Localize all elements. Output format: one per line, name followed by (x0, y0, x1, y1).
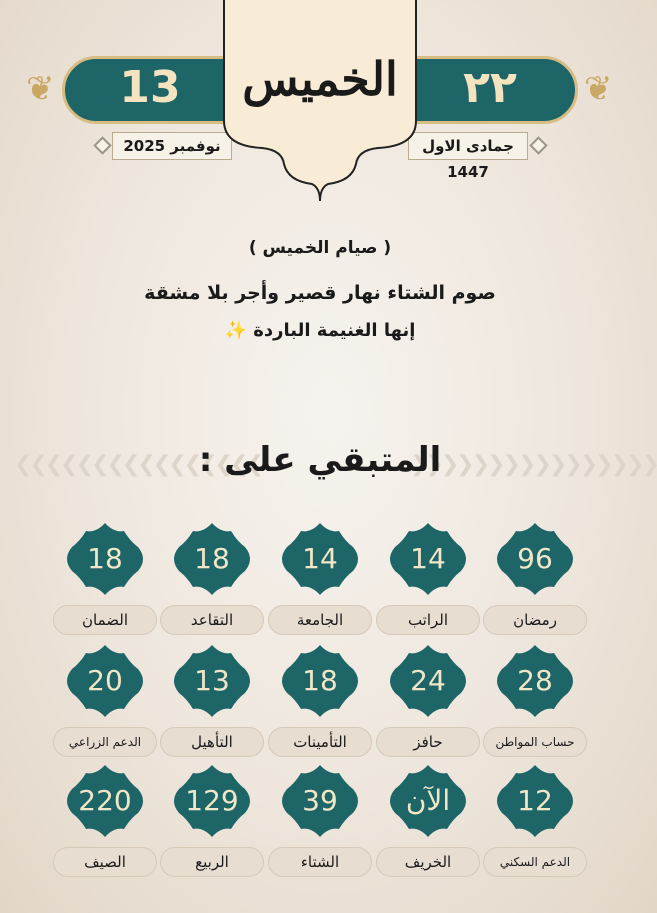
section-title: المتبقي على : (198, 440, 442, 480)
countdown-badge (169, 521, 255, 597)
countdown-badge (169, 763, 255, 839)
hijri-day: ٢٢ (463, 62, 517, 113)
countdown-value: 20 (87, 664, 123, 697)
countdown-item (481, 763, 589, 873)
countdown-item (158, 763, 266, 873)
countdown-label: الدعم الزراعي (53, 727, 157, 757)
countdown-value: 220 (78, 784, 132, 817)
countdown-badge (277, 763, 363, 839)
countdown-item (266, 763, 374, 873)
countdown-value: 14 (410, 542, 446, 575)
countdown-label: الجامعة (268, 605, 372, 635)
countdown-badge (62, 643, 148, 719)
countdown-badge (492, 643, 578, 719)
countdown-badge (385, 521, 471, 597)
countdown-label: التأهيل (160, 727, 264, 757)
countdown-item (374, 521, 482, 631)
gregorian-month-year: نوفمبر 2025 (112, 132, 232, 160)
countdown-value: 13 (194, 664, 230, 697)
countdown-label: الصيف (53, 847, 157, 877)
countdown-value: 12 (517, 784, 553, 817)
chevron-decoration-icon: ❮❮❮❮❮❮❮❮❮❮❮❮❮❮❮❮ (14, 452, 261, 477)
countdown-label: الضمان (53, 605, 157, 635)
countdown-item (374, 643, 482, 753)
countdown-label: التأمينات (268, 727, 372, 757)
countdown-badge (492, 521, 578, 597)
countdown-label: الدعم السكني (483, 847, 587, 877)
countdown-label: حساب المواطن (483, 727, 587, 757)
countdown-label: الخريف (376, 847, 480, 877)
countdown-value: 129 (185, 784, 239, 817)
countdown-label: الربيع (160, 847, 264, 877)
countdown-item (158, 643, 266, 753)
message-line-1: صوم الشتاء نهار قصير وأجر بلا مشقة (144, 282, 496, 304)
right-ornament-icon: ❦ (584, 69, 613, 109)
message-title: ( صيام الخميس ) (248, 238, 392, 258)
countdown-item (481, 521, 589, 631)
countdown-value: 18 (194, 542, 230, 575)
countdown-item (266, 521, 374, 631)
countdown-value: 96 (517, 542, 553, 575)
countdown-value: 14 (302, 542, 338, 575)
weekday-title: الخميس (242, 52, 398, 106)
countdown-badge (62, 521, 148, 597)
countdown-label: التقاعد (160, 605, 264, 635)
countdown-value: 18 (302, 664, 338, 697)
countdown-value: 28 (517, 664, 553, 697)
countdown-value: 39 (302, 784, 338, 817)
countdown-item (266, 643, 374, 753)
countdown-label: الراتب (376, 605, 480, 635)
countdown-badge (277, 643, 363, 719)
countdown-label: حافز (376, 727, 480, 757)
message-line-2: إنها الغنيمة الباردة ✨ (224, 320, 416, 341)
diamond-icon (93, 136, 111, 154)
countdown-item (481, 643, 589, 753)
countdown-value: الآن (405, 784, 451, 817)
countdown-item (51, 521, 159, 631)
countdown-label: رمضان (483, 605, 587, 635)
countdown-item (51, 643, 159, 753)
gregorian-day: 13 (119, 62, 181, 113)
countdown-item (51, 763, 159, 873)
countdown-label: الشتاء (268, 847, 372, 877)
chevron-decoration-icon: ❯❯❯❯❯❯❯❯❯❯❯❯❯❯❯❯ (410, 452, 657, 477)
countdown-badge (492, 763, 578, 839)
countdown-badge (385, 643, 471, 719)
countdown-badge (277, 521, 363, 597)
hijri-month-year: جمادى الاول 1447 (408, 132, 528, 160)
countdown-badge (62, 763, 148, 839)
left-ornament-icon: ❦ (26, 69, 55, 109)
countdown-value: 24 (410, 664, 446, 697)
countdown-item (158, 521, 266, 631)
countdown-item (374, 763, 482, 873)
diamond-icon (529, 136, 547, 154)
countdown-badge (385, 763, 471, 839)
countdown-value: 18 (87, 542, 123, 575)
countdown-badge (169, 643, 255, 719)
